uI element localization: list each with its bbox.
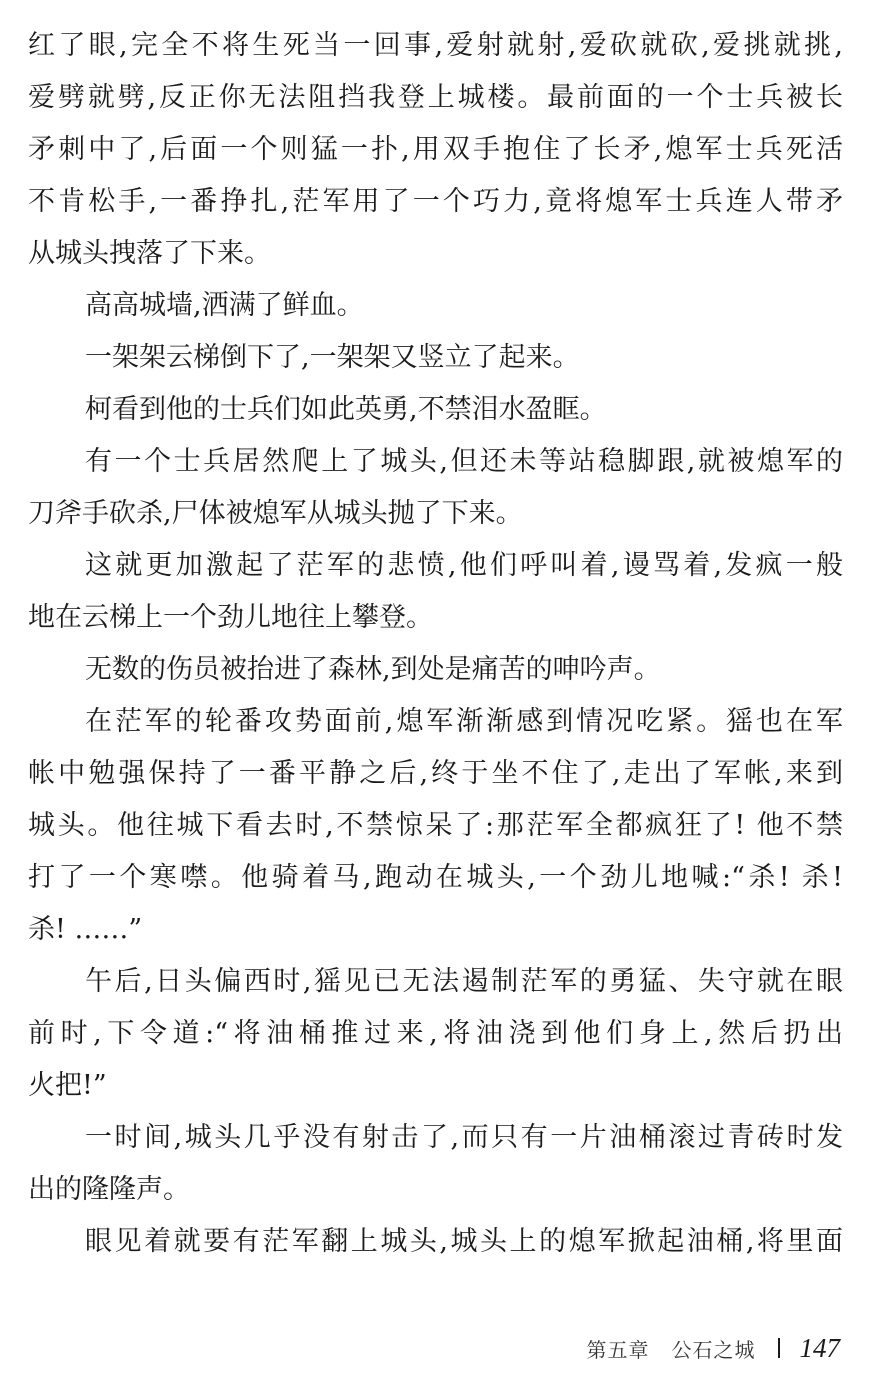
text-line: 午后,日头偏西时,猺见已无法遏制茫军的勇猛、失守就在眼 xyxy=(85,966,843,997)
text-line: 爱劈就劈,反正你无法阻挡我登上城楼。最前面的一个士兵被长 xyxy=(28,82,843,113)
page-footer xyxy=(587,1328,841,1368)
page-body xyxy=(28,20,843,1268)
text-line: 这就更加激起了茫军的悲愤,他们呼叫着,谩骂着,发疯一般 xyxy=(85,550,843,581)
text-line: 在茫军的轮番攻势面前,熄军渐渐感到情况吃紧。猺也在军 xyxy=(85,706,843,737)
text-line: 有一个士兵居然爬上了城头,但还未等站稳脚跟,就被熄军的 xyxy=(85,446,843,477)
text-line: 高高城墙,洒满了鲜血。 xyxy=(85,290,364,321)
running-header-section: 公石之城 xyxy=(671,1337,756,1362)
text-line: 地在云梯上一个劲儿地往上攀登。 xyxy=(28,602,433,633)
text-line: 杀! ……” xyxy=(28,914,143,945)
page-number: 147 xyxy=(799,1332,840,1363)
running-header-chapter: 第五章 xyxy=(586,1337,650,1362)
text-line: 不肯松手,一番挣扎,茫军用了一个巧力,竟将熄军士兵连人带矛 xyxy=(28,186,843,217)
text-line: 眼见着就要有茫军翻上城头,城头上的熄军掀起油桶,将里面 xyxy=(85,1226,843,1257)
text-line: 红了眼,完全不将生死当一回事,爱射就射,爱砍就砍,爱挑就挑, xyxy=(28,30,843,61)
footer-divider xyxy=(778,1338,780,1358)
text-line: 前时,下令道:“将油桶推过来,将油浇到他们身上,然后扔出 xyxy=(28,1018,843,1049)
text-line: 无数的伤员被抬进了森林,到处是痛苦的呻吟声。 xyxy=(85,654,661,685)
text-line: 从城头拽落了下来。 xyxy=(28,238,271,269)
text-line: 刀斧手砍杀,尸体被熄军从城头抛了下来。 xyxy=(28,498,523,529)
text-line: 一时间,城头几乎没有射击了,而只有一片油桶滚过青砖时发 xyxy=(85,1122,843,1153)
text-line: 出的隆隆声。 xyxy=(28,1174,190,1205)
text-line: 打了一个寒噤。他骑着马,跑动在城头,一个劲儿地喊:“杀! 杀! xyxy=(28,862,843,893)
text-line: 城头。他往城下看去时,不禁惊呆了:那茫军全都疯狂了! 他不禁 xyxy=(28,810,843,841)
text-line: 矛刺中了,后面一个则猛一扑,用双手抱住了长矛,熄军士兵死活 xyxy=(28,134,843,165)
text-line: 帐中勉强保持了一番平静之后,终于坐不住了,走出了军帐,来到 xyxy=(28,758,843,789)
text-line: 柯看到他的士兵们如此英勇,不禁泪水盈眶。 xyxy=(85,394,607,425)
text-line: 火把!” xyxy=(28,1070,107,1101)
text-line: 一架架云梯倒下了,一架架又竖立了起来。 xyxy=(85,342,580,373)
